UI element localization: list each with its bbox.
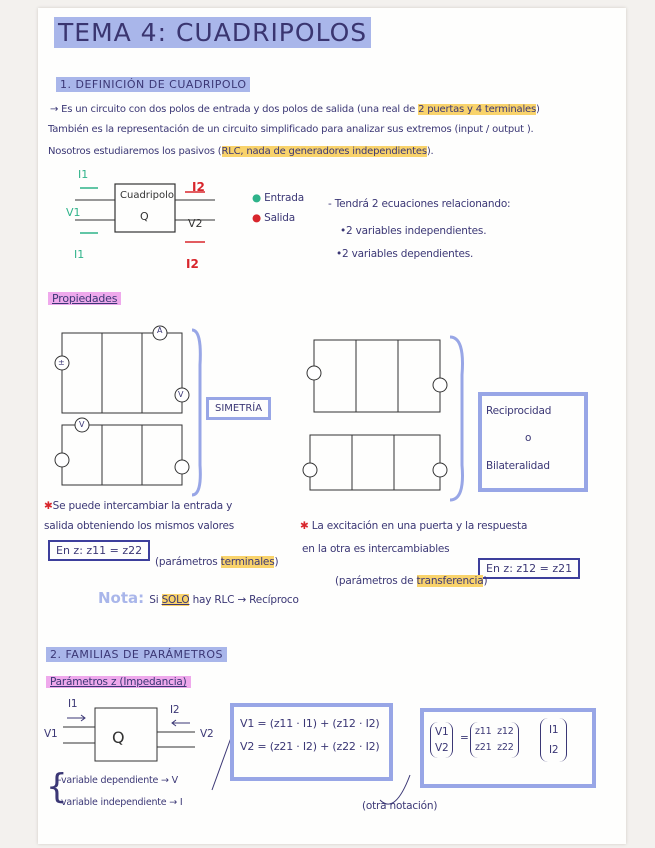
bullet-text: 2 variables independientes. — [346, 225, 487, 237]
label-i1-bottom: I1 — [74, 248, 85, 261]
label-i1: I1 — [68, 698, 78, 710]
label-v2: V2 — [188, 217, 203, 230]
note-text: La excitación en una puerta y la respuesta — [311, 520, 528, 532]
z-params-heading-text: Parámetros z (Impedancia) — [46, 676, 191, 688]
reciprocity-note-line-1 — [300, 520, 527, 532]
highlight-ports: 2 puertas y 4 terminales — [418, 104, 536, 115]
red-dot-icon: ● — [252, 212, 261, 224]
line-text: ). — [426, 146, 434, 157]
q-symbol: Q — [112, 728, 125, 747]
highlight-solo: SOLO — [161, 594, 190, 606]
param-text: ) — [274, 556, 279, 568]
matrix-rhs — [540, 718, 567, 762]
line-text: → Es un circuito con dos polos de entrada y dos polos de salida (una real de — [50, 104, 416, 115]
legend-label: Entrada — [264, 192, 304, 204]
matrix-cell: V2 — [435, 742, 449, 754]
voltmeter-icon: V — [79, 420, 85, 429]
properties-heading-text: Propiedades — [48, 292, 121, 305]
definition-line-2: También es la representación de un circuito simplificado para analizar sus extremos (input / output ). — [48, 124, 534, 135]
green-dot-icon: ● — [252, 192, 261, 204]
bullet-text: 2 variables dependientes. — [342, 248, 474, 260]
bullet-independent: •2 variables independientes. — [340, 225, 487, 237]
symmetry-circuits — [50, 325, 210, 500]
section2-heading — [46, 648, 227, 661]
highlight-rlc: RLC, nada de generadores independientes — [221, 146, 427, 157]
reciprocity-note-line-2: en la otra es intercambiables — [302, 543, 450, 555]
highlight-terminales: terminales — [220, 556, 275, 568]
reciprocity-label: Reciprocidad — [486, 405, 552, 417]
quadripole-label: Cuadripolo — [120, 190, 175, 201]
legend-salida — [252, 212, 295, 224]
definition-line-3 — [48, 146, 434, 157]
label-v1: V1 — [44, 728, 58, 740]
symmetry-note-line-1 — [44, 500, 232, 512]
label-i1-top: I1 — [78, 168, 89, 181]
brace-icon: { — [46, 767, 68, 807]
equations-note: - Tendrá 2 ecuaciones relacionando: — [328, 198, 511, 210]
note-text: Se puede intercambiar la entrada y — [52, 500, 233, 512]
ammeter-icon: A — [157, 326, 163, 335]
asterisk-icon: ✱ — [44, 500, 53, 512]
matrix-cell: I2 — [549, 744, 559, 756]
bilaterality-label: Bilateralidad — [486, 460, 550, 472]
z-params-heading — [46, 676, 191, 688]
label-i2-top: I2 — [192, 180, 205, 194]
section2-heading-text: 2. FAMILIAS DE PARÁMETROS — [46, 647, 227, 662]
highlight-transferencia: transferencia — [416, 575, 484, 587]
source-icon: ± — [58, 358, 65, 367]
reciprocity-param — [335, 575, 487, 587]
symmetry-formula: En z: z11 = z22 — [48, 540, 150, 561]
symmetry-param — [155, 556, 278, 568]
bullet-dependent: •2 variables dependientes. — [336, 248, 474, 260]
param-text: (parámetros de — [335, 575, 417, 587]
matrix-cell: V1 — [435, 726, 449, 738]
matrix-z — [470, 722, 519, 758]
equation-v2: V2 = (z21 · I2) + (z22 · I2) — [240, 740, 380, 753]
definition-line-1: → Es un circuito con dos polos de entrada y dos polos de salida (una real de 2 puertas y 4 terminales) — [50, 104, 540, 115]
properties-heading — [48, 292, 121, 305]
reciprocity-formula: En z: z12 = z21 — [478, 558, 580, 579]
independent-variable: -variable independiente → I — [58, 797, 183, 808]
nota-label: Nota: — [98, 589, 145, 607]
label-v1: V1 — [66, 206, 81, 219]
param-text: ) — [483, 575, 488, 587]
nota-text: Si — [149, 594, 162, 606]
label-i2-bottom: I2 — [186, 257, 199, 271]
dependent-variable: -variable dependiente → V — [58, 775, 178, 786]
matrix-cell: z21 z22 — [475, 742, 514, 753]
param-text: (parámetros — [155, 556, 221, 568]
quadripole-symbol: Q — [140, 210, 149, 223]
page-title — [54, 18, 371, 47]
or-label: o — [525, 432, 532, 444]
matrix-cell: I1 — [549, 724, 559, 736]
equation-v1: V1 = (z11 · I1) + (z12 · I2) — [240, 717, 380, 730]
section1-heading-text: 1. DEFINICIÓN DE CUADRIPOLO — [56, 77, 250, 92]
voltmeter-icon-2: V — [178, 390, 184, 399]
symmetry-box: SIMETRÍA — [206, 397, 271, 420]
equals-sign: = — [460, 732, 469, 744]
legend-label: Salida — [264, 212, 295, 224]
asterisk-icon: ✱ — [300, 520, 309, 532]
reciprocity-circuits — [300, 335, 470, 495]
label-v2: V2 — [200, 728, 214, 740]
legend-entrada — [252, 192, 304, 204]
z-param-diagram — [45, 705, 225, 765]
matrix-cell: z11 z12 — [475, 726, 514, 737]
nota-text: hay RLC → Recíproco — [189, 594, 299, 606]
nota — [98, 588, 299, 607]
line-text: Nosotros estudiaremos los pasivos ( — [48, 146, 222, 157]
label-i2: I2 — [170, 704, 180, 716]
section1-heading — [56, 78, 250, 91]
title-text: TEMA 4: CUADRIPOLOS — [54, 17, 371, 48]
other-notation: (otra notación) — [362, 800, 438, 812]
symmetry-note-line-2: salida obteniendo los mismos valores — [44, 520, 234, 532]
matrix-lhs — [430, 722, 453, 758]
